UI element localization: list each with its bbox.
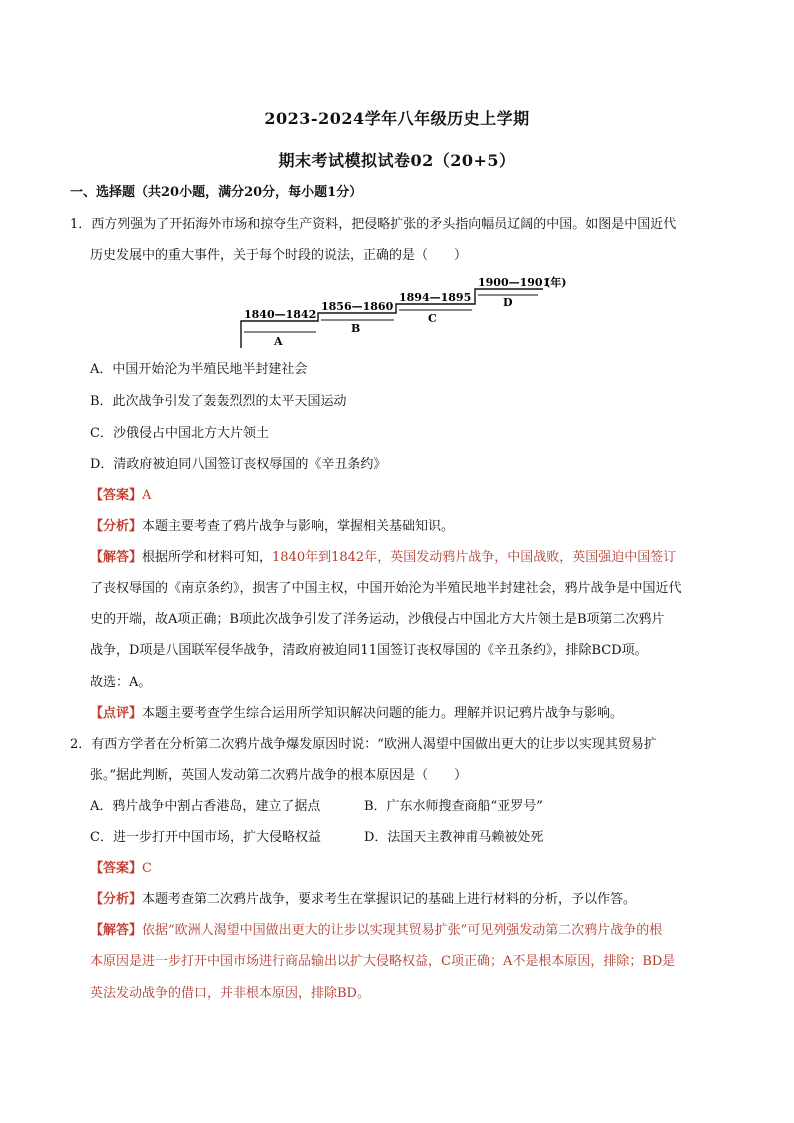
q2-stem-line1: 2．有西方学者在分析第二次鸦片战争爆发原因时说：“欧洲人渴望中国做出更大的让步以实现其贸易扩: [70, 737, 657, 752]
timeline-a-range: 1840—1842: [244, 308, 317, 321]
solution-text-b: 1840年到1842年，英国发动鸦片战争，中国战败，英国强迫中国签订: [272, 550, 677, 565]
timeline-a-letter: A: [274, 335, 283, 348]
analysis-tag: 【分析】: [90, 892, 143, 907]
solution-text: 依据“欧洲人渴望中国做出更大的让步以实现其贸易扩张”可见列强发动第二次鸦片战争的根: [142, 923, 663, 938]
q1-stem-line1: 1．西方列强为了开拓海外市场和掠夺生产资料，把侵略扩张的矛头指向幅员辽阔的中国。如图是中国近代: [70, 217, 677, 232]
solution-tag: 【解答】: [90, 550, 143, 565]
q2-option-b: B．广东水师搜查商船“亚罗号”: [364, 799, 543, 814]
q2-option-c: C．进一步打开中国市场，扩大侵略权益: [90, 830, 321, 845]
exam-title-line2: 期末考试模拟试卷02（20+5）: [278, 151, 516, 170]
timeline-d-range: 1900—1901: [478, 276, 551, 289]
answer-value: C: [142, 861, 152, 876]
q1-option-d: D．清政府被迫同八国签订丧权辱国的《辛丑条约》: [90, 457, 387, 472]
section-heading: 一、选择题（共20小题，满分20分，每小题1分）: [70, 185, 363, 200]
analysis-tag: 【分析】: [90, 519, 143, 534]
q1-choose: 故选：A。: [90, 675, 152, 690]
analysis-text: 本题考查第二次鸦片战争，要求考生在掌握识记的基础上进行材料的分析，予以作答。: [142, 892, 637, 907]
answer-tag: 【答案】: [90, 861, 143, 876]
q2-solution-line3: 英法发动战争的借口，并非根本原因，排除BD。: [90, 986, 370, 1001]
q1-solution-line4: 战争，D项是八国联军侵华战争，清政府被迫同11国签订丧权辱国的《辛丑条约》，排除BCD项。: [90, 643, 648, 658]
timeline-d-letter: D: [503, 296, 513, 309]
q2-stem-line2: 张。”据此判断，英国人发动第二次鸦片战争的根本原因是（ ）: [90, 768, 468, 783]
q1-option-c: C．沙俄侵占中国北方大片领土: [90, 426, 269, 441]
solution-tag: 【解答】: [90, 923, 143, 938]
q2-solution-line2: 本原因是进一步打开中国市场进行商品输出以扩大侵略权益，C项正确；A不是根本原因，排除；BD是: [90, 954, 676, 969]
q1-option-b: B．此次战争引发了轰轰烈烈的太平天国运动: [90, 394, 347, 409]
q1-answer: [90, 486, 151, 506]
q2-solution-line1: [90, 921, 662, 941]
comment-tag: 【点评】: [90, 706, 143, 721]
analysis-text: 本题主要考查了鸦片战争与影响，掌握相关基础知识。: [142, 519, 455, 534]
timeline-b-range: 1856—1860: [321, 300, 394, 313]
timeline-b-letter: B: [351, 322, 361, 335]
q1-solution-line1: [90, 548, 676, 568]
timeline-c-letter: C: [428, 312, 437, 325]
q2-option-d: D．法国天主教神甫马赖被处死: [364, 830, 544, 845]
q1-option-a: A．中国开始沦为半殖民地半封建社会: [90, 362, 308, 377]
q1-stem-line2: 历史发展中的重大事件，关于每个时段的说法，正确的是（ ）: [90, 248, 468, 263]
q2-answer: [90, 859, 152, 879]
comment-text: 本题主要考查学生综合运用所学知识解决问题的能力。理解并识记鸦片战争与影响。: [142, 706, 624, 721]
q2-analysis: [90, 890, 636, 910]
answer-tag: 【答案】: [90, 488, 143, 503]
q1-timeline-figure: [238, 273, 578, 353]
exam-title-line1: 2023-2024学年八年级历史上学期: [264, 109, 530, 128]
q1-solution-line2: 了丧权辱国的《南京条约》，损害了中国主权，中国开始沦为半殖民地半封建社会，鸦片战争是中国近代: [90, 581, 682, 596]
solution-text-a: 根据所学和材料可知，: [142, 550, 273, 565]
timeline-unit: (年): [545, 276, 567, 289]
q2-option-a: A．鸦片战争中割占香港岛，建立了据点: [90, 799, 321, 814]
timeline-c-range: 1894—1895: [399, 291, 472, 304]
q1-solution-line3: 史的开端，故A项正确；B项此次战争引发了洋务运动，沙俄侵占中国北方大片领土是B项第二次鸦片: [90, 612, 665, 627]
q1-comment: [90, 704, 623, 724]
answer-value: A: [142, 488, 152, 503]
q1-analysis: [90, 517, 454, 537]
